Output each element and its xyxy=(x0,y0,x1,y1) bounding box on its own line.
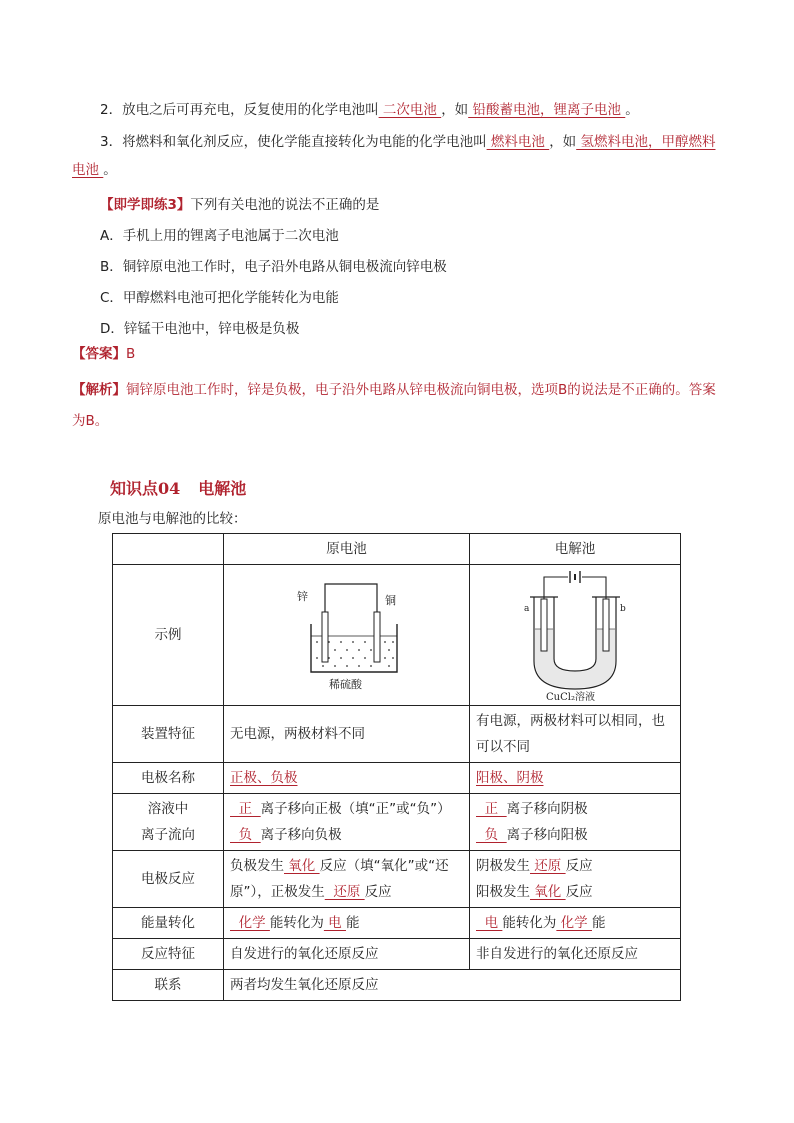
label-dilute-h2so4: 稀硫酸 xyxy=(328,678,362,691)
answer-blank: 铅酸蓄电池，锂离子电池 xyxy=(468,102,626,118)
option-c: C．甲醇燃料电池可把化学能转化为电能 xyxy=(100,290,339,306)
electrolytic-cell-diagram xyxy=(520,569,630,701)
exercise-answer: 【答案】B xyxy=(72,346,136,362)
exercise-tag: 【即学即练3】 xyxy=(100,197,191,213)
section-heading: 知识点04 电解池 xyxy=(110,479,247,498)
table-row-ion-flow: 溶液中 离子流向 正 离子移向正极（填“正”或“负”） 负 离子移向负极 正 离子移向阴极 负 离子移向阳极 xyxy=(113,794,681,851)
label-cucl2-solution: CuCl₂溶液 xyxy=(546,692,595,701)
paragraph-fuel-cell: 3．将燃料和氧化剂反应，使化学能直接转化为电能的化学电池叫 燃料电池 ，如 氢燃料电池，甲醇燃料电池 。 xyxy=(72,134,716,178)
answer-blank: 燃料电池 xyxy=(486,134,550,150)
option-a: A．手机上用的锂离子电池属于二次电池 xyxy=(100,228,339,244)
header-electrolytic: 电解池 xyxy=(470,534,681,565)
table-row-reaction-feature: 反应特征 自发进行的氧化还原反应 非自发进行的氧化还原反应 xyxy=(113,939,681,970)
comparison-table xyxy=(112,533,681,1001)
header-galvanic: 原电池 xyxy=(224,534,470,565)
table-row-electrode-reaction: 电极反应 负极发生 氧化 反应（填“氧化”或“还原”），正极发生 还原 反应 阴极发生 还原 反应 阳极发生 氧化 反应 xyxy=(113,851,681,908)
label-copper: 铜 xyxy=(384,594,396,607)
table-row-relation: 联系 两者均发生氧化还原反应 xyxy=(113,970,681,1001)
galvanic-cell-diagram xyxy=(277,576,417,694)
section-intro: 原电池与电解池的比较： xyxy=(98,511,247,527)
table-row-electrode-name: 电极名称 正极、负极 阳极、阴极 xyxy=(113,763,681,794)
label-zinc: 锌 xyxy=(296,590,308,603)
exercise-question: 【即学即练3】下列有关电池的说法不正确的是 xyxy=(72,191,724,219)
exercise-analysis: 【解析】铜锌原电池工作时，锌是负极，电子沿外电路从锌电极流向铜电极，选项B的说法是不正确的。答案为B。 xyxy=(72,382,716,429)
answer-blank: 二次电池 xyxy=(378,102,442,118)
table-row-device: 装置特征 无电源，两极材料不同 有电源，两极材料可以相同，也可以不同 xyxy=(113,706,681,763)
table-header-row xyxy=(113,534,681,565)
table-row-energy: 能量转化 化学 能转化为 电 能 电 能转化为 化学 能 xyxy=(113,908,681,939)
label-electrode-a: a xyxy=(524,604,530,614)
option-d: D．锌锰干电池中，锌电极是负极 xyxy=(100,321,300,337)
label-electrode-b: b xyxy=(620,604,626,614)
table-row-example: 示例 锌 铜 稀硫酸 a b CuCl₂溶液 xyxy=(113,565,681,706)
paragraph-secondary-battery: 2．放电之后可再充电，反复使用的化学电池叫 二次电池 ，如 铅酸蓄电池，锂离子电池 。 xyxy=(100,102,639,118)
option-b: B．铜锌原电池工作时，电子沿外电路从铜电极流向锌电极 xyxy=(100,259,447,275)
answer-blank: 氢燃料电池，甲醇燃料电池 xyxy=(72,134,716,178)
